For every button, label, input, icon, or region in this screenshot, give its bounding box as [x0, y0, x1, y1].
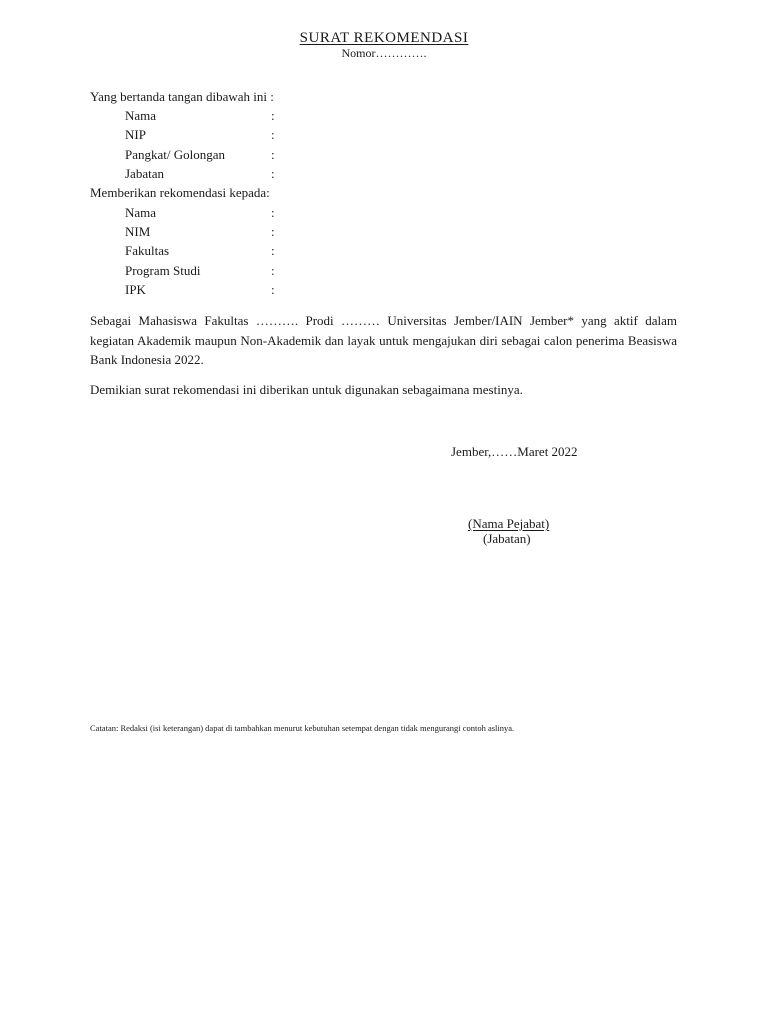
recipient-field-label: IPK	[125, 282, 146, 297]
recipient-field-label: Nama	[125, 205, 157, 220]
recipient-field-label: Fakultas	[125, 243, 170, 258]
official-position: (Jabatan)	[483, 531, 531, 546]
field-separator: :	[271, 127, 275, 142]
field-separator: :	[271, 243, 275, 258]
signatory-intro: Yang bertanda tangan dibawah ini :	[90, 89, 274, 104]
body-paragraph: Sebagai Mahasiswa Fakultas ………. Prodi ……… Universitas Jember/IAIN Jember* yang aktif dalam kegiatan Akademik maupun Non-Akademik dan layak untuk mengajukan diri sebagai calon penerima Beasiswa Bank Indonesia 2022.	[90, 313, 677, 367]
signatory-field-label: Pangkat/ Golongan	[125, 147, 226, 162]
field-separator: :	[271, 108, 275, 123]
signatory-field-label: Nama	[125, 108, 157, 123]
letter-title: SURAT REKOMENDASI	[299, 30, 469, 46]
recipient-field-label: NIM	[125, 224, 151, 239]
field-separator: :	[271, 147, 275, 162]
letter-number: Nomor………….	[341, 46, 427, 60]
signatory-field-label: Jabatan	[125, 166, 164, 181]
footnote: Catatan: Redaksi (isi keterangan) dapat di tambahkan menurut kebutuhan setempat dengan tidak mengurangi contoh aslinya.	[90, 723, 515, 733]
field-separator: :	[271, 205, 275, 220]
closing-paragraph: Demikian surat rekomendasi ini diberikan untuk digunakan sebagaimana mestinya.	[90, 382, 523, 397]
official-name: (Nama Pejabat)	[468, 516, 550, 531]
recipient-field-label: Program Studi	[125, 263, 201, 278]
place-date: Jember,……Maret 2022	[451, 444, 578, 459]
signatory-field-label: NIP	[125, 127, 146, 142]
field-separator: :	[271, 166, 275, 181]
field-separator: :	[271, 263, 275, 278]
recipient-intro: Memberikan rekomendasi kepada:	[90, 185, 270, 200]
field-separator: :	[271, 224, 275, 239]
field-separator: :	[271, 282, 275, 297]
